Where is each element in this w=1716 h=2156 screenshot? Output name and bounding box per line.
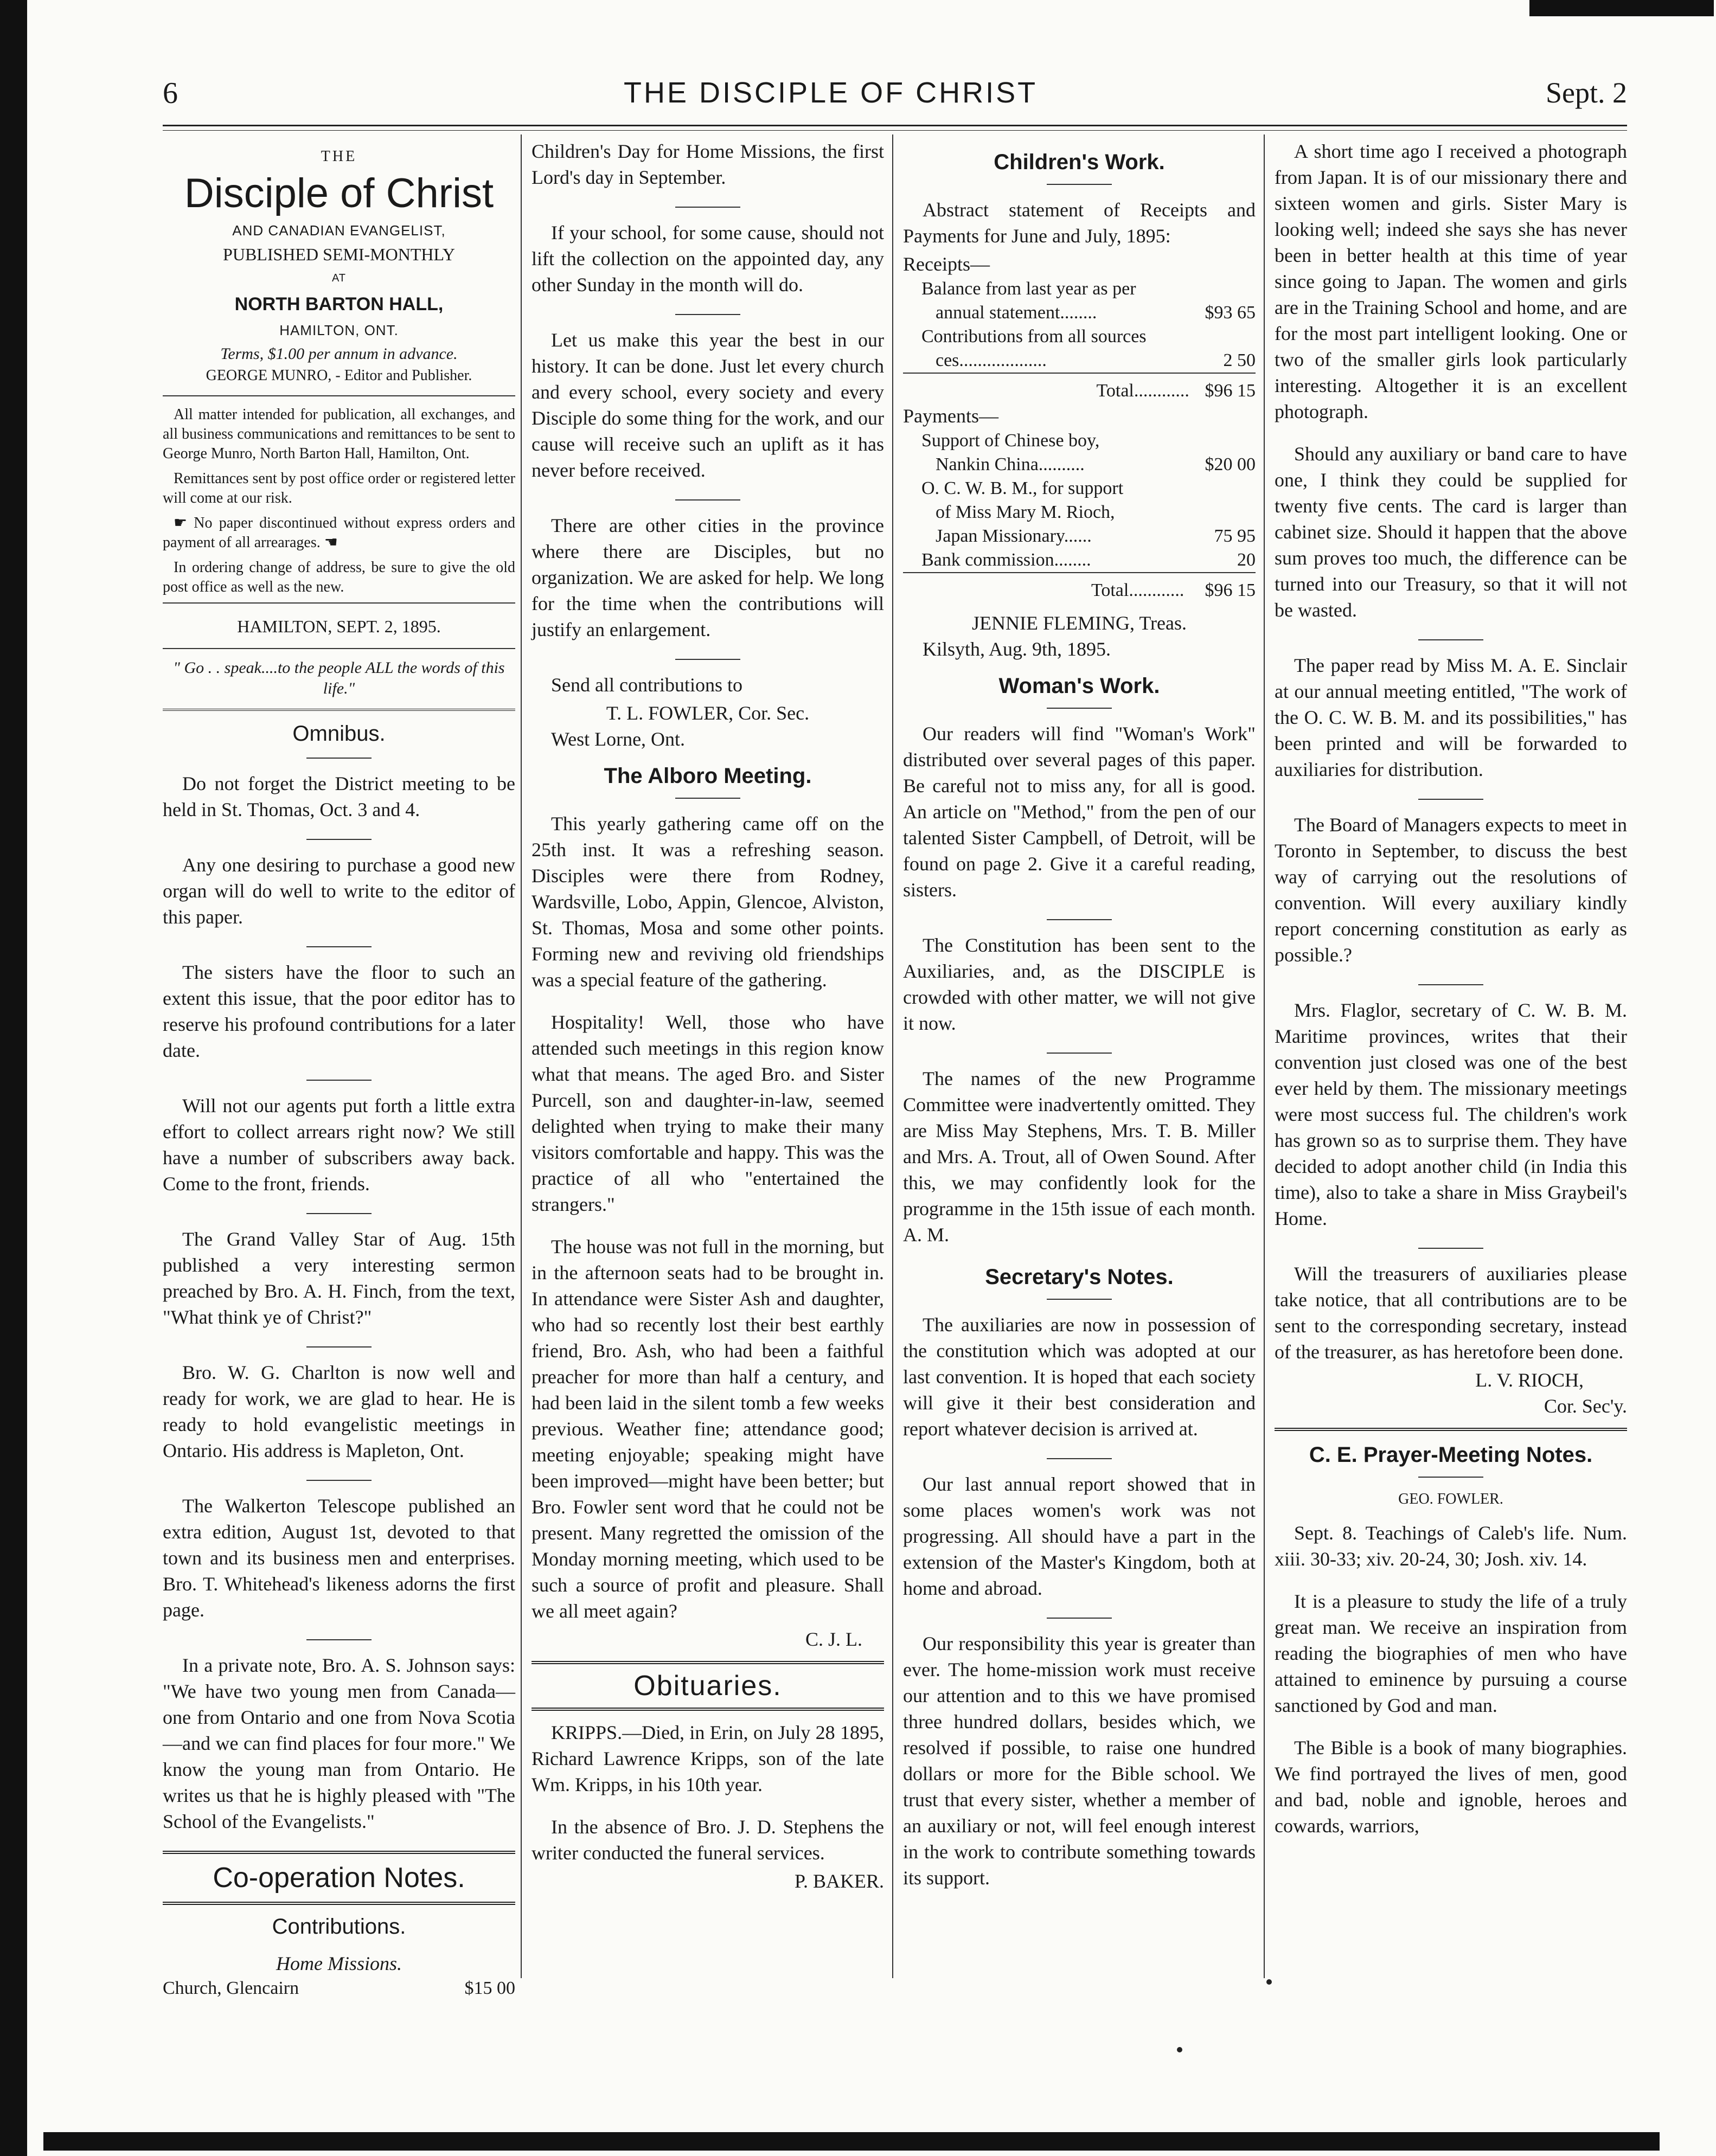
running-title: THE DISCIPLE OF CHRIST	[624, 76, 1038, 109]
section-title-obituaries: Obituaries.	[633, 1670, 782, 1702]
signature: T. L. FOWLER, Cor. Sec.	[606, 702, 810, 724]
divider	[1047, 1618, 1112, 1619]
divider	[306, 839, 372, 840]
divider	[532, 1708, 884, 1711]
paragraph: The house was not full in the morning, but in the afternoon seats had to be brought in. In attendance were Sister Ash and daughter, who had so recently lost their best earthly friend, Bro. Ash, who had been a faithful preacher for more than half a century, and had been laid in the silent tomb a few weeks previous. Weather fine; attendance good; meeting enjoyable; speaking might have been improved—might have been better; but Bro. Fowler sent word that he could not be present. Many regretted the omission of the Monday morning meeting, which used to be such a source of profit and pleasure. Shall we all meet again?	[532, 1236, 884, 1622]
column-divider	[521, 134, 522, 1978]
header-rule	[163, 125, 1627, 126]
table-row	[903, 477, 1256, 501]
divider	[163, 648, 515, 649]
table-cell	[1189, 477, 1256, 501]
divider	[1418, 984, 1483, 985]
signature: C. J. L.	[805, 1628, 862, 1650]
table-cell: 75 95	[1214, 526, 1256, 546]
divider	[163, 602, 515, 604]
table-cell: of Miss Mary M. Rioch,	[936, 502, 1115, 522]
divider	[675, 659, 740, 660]
table-cell: O. C. W. B. M., for support	[921, 478, 1124, 498]
paragraph: The paper read by Miss M. A. E. Sinclair at our annual meeting entitled, "The work of the O. C. W. B. M. and its possibilities," has been printed and will be forwarded to auxiliaries for distribution.	[1275, 655, 1627, 780]
notice: All matter intended for publication, all exchanges, and all business communications and remittances to be sent to George Munro, North Barton Hall, Hamilton, Ont.	[163, 406, 515, 462]
divider	[163, 1851, 515, 1854]
receipts-table	[903, 277, 1256, 403]
notice: In ordering change of address, be sure to give the old post office as well as the new.	[163, 559, 515, 595]
omnibus-item: Any one desiring to purchase a good new organ will do well to write to the editor of this paper.	[163, 854, 515, 928]
paragraph: Our last annual report showed that in some places women's work was not progressing. All should have a part in the extension of the Master's Kingdom, both at home and abroad.	[903, 1473, 1256, 1599]
divider	[675, 207, 740, 208]
table-cell: Church, Glencairn	[163, 1978, 299, 1998]
table-cell: Balance from last year as per	[921, 279, 1136, 299]
divider	[532, 1661, 884, 1664]
divider	[306, 946, 372, 947]
divider	[306, 1080, 372, 1081]
divider	[306, 1639, 372, 1640]
divider	[306, 758, 372, 759]
paragraph: Should any auxiliary or band care to have one, I think they could be supplied for twenty five cents. The card is larger than cabinet size. Should it happen that the above sum proves too much, the difference can be turned into our Treasury, so that it will not be wasted.	[1275, 443, 1627, 621]
divider	[675, 314, 740, 315]
divider	[675, 499, 740, 501]
table-cell	[1195, 277, 1256, 301]
divider	[1047, 184, 1112, 185]
table-cell: annual statement........	[936, 303, 1097, 323]
table-cell: Total............	[1096, 381, 1189, 401]
paragraph: Mrs. Flaglor, secretary of C. W. B. M. Maritime provinces, writes that their convention just closed was one of the best ever held by them. The missionary meetings were most success ful. The children's work has grown so as to surprise them. They have decided to adopt another child (in India this time), also to take a share in Miss Graybeil's Home.	[1275, 999, 1627, 1229]
publication-hall: NORTH BARTON HALL,	[234, 294, 444, 315]
ledger-heading: Receipts—	[903, 253, 990, 275]
paragraph: In the absence of Bro. J. D. Stephens the writer conducted the funeral services.	[532, 1816, 884, 1864]
table-cell: $96 15	[1205, 381, 1256, 401]
paragraph: The Board of Managers expects to meet in Toronto in September, to discuss the best way of carrying out the resolutions of convention. Will every auxiliary kindly report concerning constitution as early as possible.?	[1275, 814, 1627, 966]
subheading-home-missions: Home Missions.	[276, 1953, 402, 1974]
table-cell: Nankin China..........	[936, 454, 1085, 474]
page-number: 6	[163, 76, 178, 110]
payments-table	[903, 429, 1256, 602]
divider	[163, 395, 515, 396]
scan-edge-top	[1529, 0, 1714, 16]
table-row	[903, 373, 1256, 403]
masthead-title: Disciple of Christ	[184, 170, 494, 216]
paragraph: If your school, for some cause, should not lift the collection on the appointed day, any other Sunday in the month will do.	[532, 222, 884, 296]
omnibus-item: Will not our agents put forth a little extra effort to collect arrears right now? We still have a number of subscribers away back. Come to the front, friends.	[163, 1095, 515, 1195]
section-title-ce-notes: C. E. Prayer-Meeting Notes.	[1309, 1443, 1593, 1467]
table-row	[903, 301, 1256, 325]
divider	[306, 1480, 372, 1481]
section-title-cooperation: Co-operation Notes.	[213, 1862, 465, 1894]
table-cell: $15 00	[464, 1978, 515, 1998]
table-cell: Japan Missionary......	[936, 526, 1092, 546]
paragraph: The names of the new Programme Committee were inadvertently omitted. They are Miss May Stephens, Mrs. T. B. Miller and Mrs. A. Trout, all of Owen Sound. After this, we may confidently look for the programme in the 15th issue of each month. A. M.	[903, 1068, 1256, 1246]
table-cell: 20	[1237, 550, 1256, 570]
divider	[1047, 1299, 1112, 1300]
paragraph: This yearly gathering came off on the 25th inst. It was a refreshing season. Disciples were there from Rodney, Wardsville, Lobo, Appin, Glencoe, Alviston, St. Thomas, Mosa and some other points. Forming new and reviving old friendships was a special feature of the gathering.	[532, 813, 884, 991]
notice: Remittances sent by post office order or registered letter will come at our risk.	[163, 470, 515, 506]
omnibus-item: The Walkerton Telescope published an extra edition, August 1st, devoted to that town and its business men and enterprises. Bro. T. Whitehead's likeness adorns the first page.	[163, 1495, 515, 1621]
column-2	[532, 138, 884, 1894]
paragraph: The auxiliaries are now in possession of the constitution which was adopted at our last convention. It is hoped that each society will give it their best consideration and report whatever decision is arrived at.	[903, 1314, 1256, 1440]
column-3	[903, 138, 1256, 1907]
paragraph: KRIPPS.—Died, in Erin, on July 28 1895, Richard Lawrence Kripps, son of the late Wm. Kripps, in his 10th year.	[532, 1722, 884, 1795]
paragraph: Children's Day for Home Missions, the first Lord's day in September.	[532, 140, 884, 188]
divider	[306, 1213, 372, 1214]
signature-place: Kilsyth, Aug. 9th, 1895.	[923, 638, 1111, 660]
omnibus-item: In a private note, Bro. A. S. Johnson says: "We have two young men from Canada—one from Ontario and one from Nova Scotia—and we can find places for four more." We know the young man from Ontario. He writes us that he is highly pleased with "The School of the Evangelists."	[163, 1654, 515, 1832]
editor-line: GEORGE MUNRO, - Editor and Publisher.	[206, 367, 472, 384]
table-row	[903, 349, 1256, 373]
table-cell: Support of Chinese boy,	[921, 431, 1100, 451]
divider	[1047, 1053, 1112, 1054]
paragraph: Let us make this year the best in our history. It can be done. Just let every church and every school, every society and every Disciple do some thing for the work, and our cause will receive such an uplift as it has never before received.	[532, 329, 884, 481]
masthead-the: THE	[321, 148, 357, 165]
omnibus-item: Bro. W. G. Charlton is now well and ready for work, we are glad to hear. He is ready to hold evangelistic meetings in Ontario. His address is Mapleton, Ont.	[163, 1362, 515, 1461]
table-row	[903, 453, 1256, 477]
table-row	[903, 501, 1256, 524]
table-cell: $93 65	[1205, 303, 1256, 323]
omnibus-item: The sisters have the floor to such an extent this issue, that the poor editor has to reserve his profound contributions for a later date.	[163, 961, 515, 1061]
divider	[675, 798, 740, 799]
omnibus-item: Do not forget the District meeting to be held in St. Thomas, Oct. 3 and 4.	[163, 773, 515, 820]
paragraph: The Bible is a book of many biographies. We find portrayed the lives of men, good and bad, noble and ignoble, heroes and cowards, warriors,	[1275, 1737, 1627, 1837]
omnibus-item: The Grand Valley Star of Aug. 15th published a very interesting sermon preached by Bro. A. H. Finch, from the text, "What think ye of Christ?"	[163, 1228, 515, 1328]
paragraph: Send all contributions to	[551, 674, 742, 696]
section-title-childrens-work: Children's Work.	[994, 150, 1165, 174]
column-divider	[892, 134, 893, 1978]
table-cell: ces...................	[936, 350, 1047, 370]
table-cell: $20 00	[1205, 454, 1256, 474]
paragraph: Will the treasurers of auxiliaries please take notice, that all contributions are to be sent to the corresponding secretary, instead of the treasurer, as has heretofore been done.	[1275, 1263, 1627, 1363]
dateline: HAMILTON, SEPT. 2, 1895.	[237, 617, 441, 636]
paragraph: A short time ago I received a photograph from Japan. It is of our missionary there and sixteen women and girls. Sister Mary is looking well; indeed she says she has never been in better health at this time of year since going to Japan. The women and girls are in the Training School and home, and are for the most part intelligent looking. One or two of the smaller girls look particularly interesting. Altogether it is an excellent photograph.	[1275, 140, 1627, 422]
table-cell	[1189, 429, 1256, 453]
byline: GEO. FOWLER.	[1398, 1491, 1503, 1507]
paragraph: Hospitality! Well, those who have attended such meetings in this region know what that means. The aged Bro. and Sister Purcell, son and daughter-in-law, seemed delighted when trying to make their many visitors comfortable and happy. This was the practice of all who "entertained the strangers."	[532, 1011, 884, 1215]
ink-speck	[1177, 2047, 1182, 2052]
table-cell	[1189, 501, 1256, 524]
column-4	[1275, 138, 1627, 1855]
divider	[1418, 799, 1483, 800]
table-row	[163, 1977, 515, 2000]
paragraph: The Constitution has been sent to the Auxiliaries, and, as the DISCIPLE is crowded with other matter, we will not give it now.	[903, 934, 1256, 1034]
motto-quote: " Go . . speak....to the people ALL the words of this life."	[173, 659, 505, 697]
paragraph: It is a pleasure to study the life of a truly great man. We receive an inspiration from reading the biographies of men who have attained to eminence by pursuing a course sanctioned by God and man.	[1275, 1590, 1627, 1716]
divider	[163, 709, 515, 711]
table-cell: Contributions from all sources	[921, 326, 1147, 347]
section-title-alboro: The Alboro Meeting.	[604, 764, 812, 788]
table-cell: 2 50	[1223, 350, 1256, 370]
table-cell: Bank commission........	[921, 550, 1091, 570]
table-row	[903, 325, 1256, 349]
signature: L. V. RIOCH,	[1475, 1369, 1584, 1391]
contributions-table	[163, 1977, 515, 2000]
table-row	[903, 429, 1256, 453]
table-row	[903, 524, 1256, 548]
divider	[1418, 1477, 1483, 1478]
paragraph: There are other cities in the province where there are Disciples, but no organization. We are asked for help. We long for the time when the contributions will justify an enlargement.	[532, 515, 884, 640]
header-rule-thin	[163, 130, 1627, 131]
ink-speck	[1266, 1979, 1272, 1985]
publication-city: HAMILTON, ONT.	[279, 322, 399, 338]
issue-date: Sept. 2	[1545, 76, 1627, 109]
divider	[1047, 1458, 1112, 1459]
signature-title: Cor. Sec'y.	[1544, 1395, 1627, 1417]
paragraph: Sept. 8. Teachings of Caleb's life. Num. xiii. 30-33; xiv. 20-24, 30; Josh. xiv. 14.	[1275, 1522, 1627, 1570]
divider	[306, 1346, 372, 1348]
signature: JENNIE FLEMING, Treas.	[972, 612, 1187, 634]
notice: ☛ No paper discontinued without express orders and payment of all arrearages. ☚	[163, 515, 515, 551]
table-row	[903, 548, 1256, 573]
publication-frequency: PUBLISHED SEMI-MONTHLY	[223, 245, 455, 264]
masthead-subtitle: AND CANADIAN EVANGELIST,	[232, 222, 446, 239]
table-row	[903, 277, 1256, 301]
table-cell: $96 15	[1205, 580, 1256, 600]
divider	[1047, 919, 1112, 920]
column-1	[163, 138, 515, 2000]
page-header	[163, 76, 1627, 125]
scan-edge-left	[0, 0, 27, 2156]
scan-edge-bottom	[43, 2132, 1660, 2151]
paragraph: Our responsibility this year is greater than ever. The home-mission work must receive our attention and to this we have promised three hundred dollars, besides which, we resolved if possible, to raise one hundred dollars or more for the Bible school. We trust that every sister, whether a member of an auxiliary or not, will feel enough interest in the work to contribute something towards its support.	[903, 1633, 1256, 1889]
divider	[1047, 708, 1112, 709]
section-title-contributions: Contributions.	[272, 1915, 406, 1939]
section-title-womans-work: Woman's Work.	[998, 674, 1160, 698]
signature: P. BAKER.	[794, 1870, 884, 1892]
paragraph: Our readers will find "Woman's Work" distributed over several pages of this paper. Be careful not to miss any, for all is good. An article on "Method," from the pen of our talented Sister Campbell, of Detroit, will be found on page 2. Give it a careful reading, sisters.	[903, 723, 1256, 901]
signature-place: West Lorne, Ont.	[551, 728, 686, 750]
divider	[1418, 639, 1483, 640]
section-title-secretarys-notes: Secretary's Notes.	[985, 1265, 1174, 1289]
column-divider	[1264, 134, 1265, 1978]
section-title-omnibus: Omnibus.	[292, 722, 386, 746]
divider	[1418, 1248, 1483, 1249]
paragraph: Abstract statement of Receipts and Payments for June and July, 1895:	[903, 199, 1256, 247]
subscription-terms: Terms, $1.00 per annum in advance.	[220, 345, 458, 363]
ledger-heading: Payments—	[903, 405, 998, 427]
at-label: AT	[331, 272, 347, 284]
table-cell: Total............	[1091, 580, 1184, 600]
divider	[163, 1902, 515, 1905]
divider	[1275, 1428, 1627, 1431]
table-row	[903, 573, 1256, 602]
table-cell	[1195, 325, 1256, 349]
scan-margin	[0, 0, 1716, 22]
